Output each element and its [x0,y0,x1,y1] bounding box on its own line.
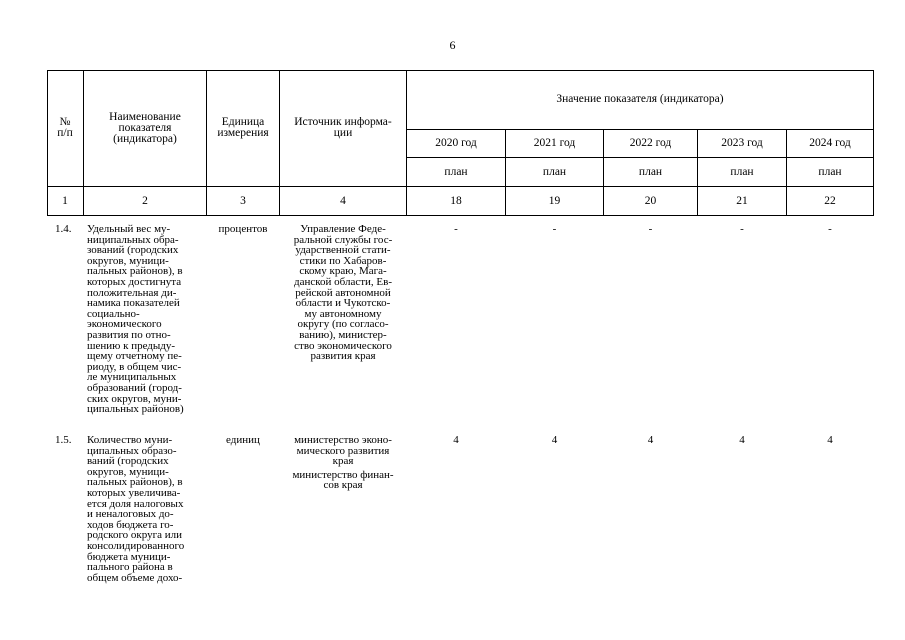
col-number: 20 [644,195,657,207]
header-unit [207,117,279,139]
header-source-line: Источник информа- [294,116,392,128]
row-source-line: ральной службы гос- [293,233,393,246]
row-source [282,435,404,491]
row-value: - [828,223,832,235]
divider-plan [406,157,874,158]
row-name [87,435,203,583]
row-value: - [552,223,557,235]
header-source-line: ции [333,127,353,139]
col-number: 2 [142,195,148,207]
header-year: 2024 год [809,137,851,149]
row-name-line: ходов бюджета го- [87,518,174,531]
row-name-line: родского округа или [87,529,183,542]
row-name-line: ципальных образо- [87,444,177,457]
row-name-line: экономического [87,318,162,331]
row-name-line: намика показателей [87,297,180,310]
header-plan: план [818,166,842,178]
divider-years [406,129,874,130]
row-source-line: края [332,455,354,468]
col-number: 4 [340,195,346,207]
header-year: 2020 год [435,137,477,149]
row-source-line: министерство финан- [292,468,394,481]
col-border [206,70,207,216]
header-num [47,117,83,139]
header-plan: план [542,166,567,178]
header-unit-line: Единица [221,116,265,128]
header-name-line: (индикатора) [113,133,177,145]
row-name-line: ципальных районов) [87,403,184,416]
row-name-line: ваний (городских [87,455,169,468]
header-source [280,117,406,139]
col-number: 22 [824,195,836,207]
row-source-line: области и Чукотско- [295,297,391,310]
row-value: 4 [453,434,459,446]
col-number: 18 [450,195,462,207]
row-name-line: ле муниципальных [87,371,177,384]
row-name-line: ских округов, муни- [87,392,182,405]
header-plan: план [730,166,754,178]
row-number: 1.4. [55,223,72,235]
row-value: - [454,223,458,235]
row-source-line: стики по Хабаров- [299,254,387,267]
row-name-line: консолидированного [87,539,185,552]
row-number: 1.5. [55,434,72,446]
header-value-title: Значение показателя (индикатора) [556,93,724,105]
row-source-line: данской области, Ев- [293,275,393,288]
row-value: 4 [647,434,654,446]
col-number: 19 [548,195,561,207]
row-name-line: социально- [87,307,140,320]
row-name [87,224,203,415]
row-name-line: шению к предыду- [87,339,176,352]
row-source-line: скому краю, Мага- [299,265,387,278]
row-name-line: образований (город- [87,381,182,394]
row-name-line: бюджета муници- [87,550,171,563]
table-border-bottom [47,215,874,216]
row-name-line: ется доля налоговых [87,497,184,510]
col-number: 21 [736,195,748,207]
row-source-line: му автономному [304,307,382,320]
header-name [84,112,206,145]
header-name-line: Наименование [109,111,181,123]
row-source-line: рейской автономной [295,286,391,299]
col-number: 3 [240,195,246,207]
header-num-line: п/п [57,127,73,139]
col-border [279,70,280,216]
header-unit-line: измерения [217,127,269,139]
row-source-line: сов края [323,479,363,492]
row-name-line: которых достигнута [87,275,182,288]
page-number: 6 [449,38,456,52]
header-year: 2022 год [629,137,672,149]
header-year: 2023 год [721,137,763,149]
row-source-line: округу (по согласо- [297,318,389,331]
row-unit: процентов [218,223,268,235]
row-source-line: Управление Феде- [300,223,386,235]
row-name-line: Удельный вес му- [87,223,171,235]
divider-colnums [47,186,874,187]
row-source-line: развития края [310,350,376,363]
header-num-line: № [59,116,71,128]
row-source-line: мического развития [296,444,390,457]
row-name-line: ниципальных обра- [87,233,179,246]
row-value: - [740,223,744,235]
row-value: - [648,223,653,235]
row-source-line: ударственной стати- [295,244,391,257]
row-unit: единиц [226,434,260,446]
header-plan: план [444,166,468,178]
row-name-line: общем объеме дохо- [87,571,183,584]
row-value: 4 [739,434,745,446]
row-source-line: министерство эконо- [294,434,392,446]
col-border [47,70,48,216]
row-value: 4 [827,434,833,446]
row-name-line: зований (городских [87,244,179,257]
row-source-line: ванию), министер- [299,328,387,341]
header-plan: план [638,166,663,178]
row-name-line: Количество муни- [87,434,173,446]
row-name-line: которых увеличива- [87,486,181,499]
col-number: 1 [62,195,68,207]
row-name-line: положительная ди- [87,286,177,299]
row-source-line: ство экономического [294,339,392,352]
row-name-line: развития по отно- [87,328,171,341]
row-name-line: округов, муници- [87,465,169,478]
row-name-line: пальных районов), в [87,476,183,489]
row-name-line: округов, муници- [87,254,169,267]
row-name-line: пального района в [87,561,173,574]
row-name-line: и неналоговых до- [87,508,174,521]
row-value: 4 [551,434,558,446]
row-source [282,224,404,362]
row-name-line: риоду, в общем чис- [87,360,182,373]
row-name-line: пальных районов), в [87,265,183,278]
row-name-line: щему отчетному пе- [87,350,182,363]
table-border-top [47,70,874,71]
col-border [873,70,874,216]
header-year: 2021 год [533,137,576,149]
header-name-line: показателя [118,122,172,134]
